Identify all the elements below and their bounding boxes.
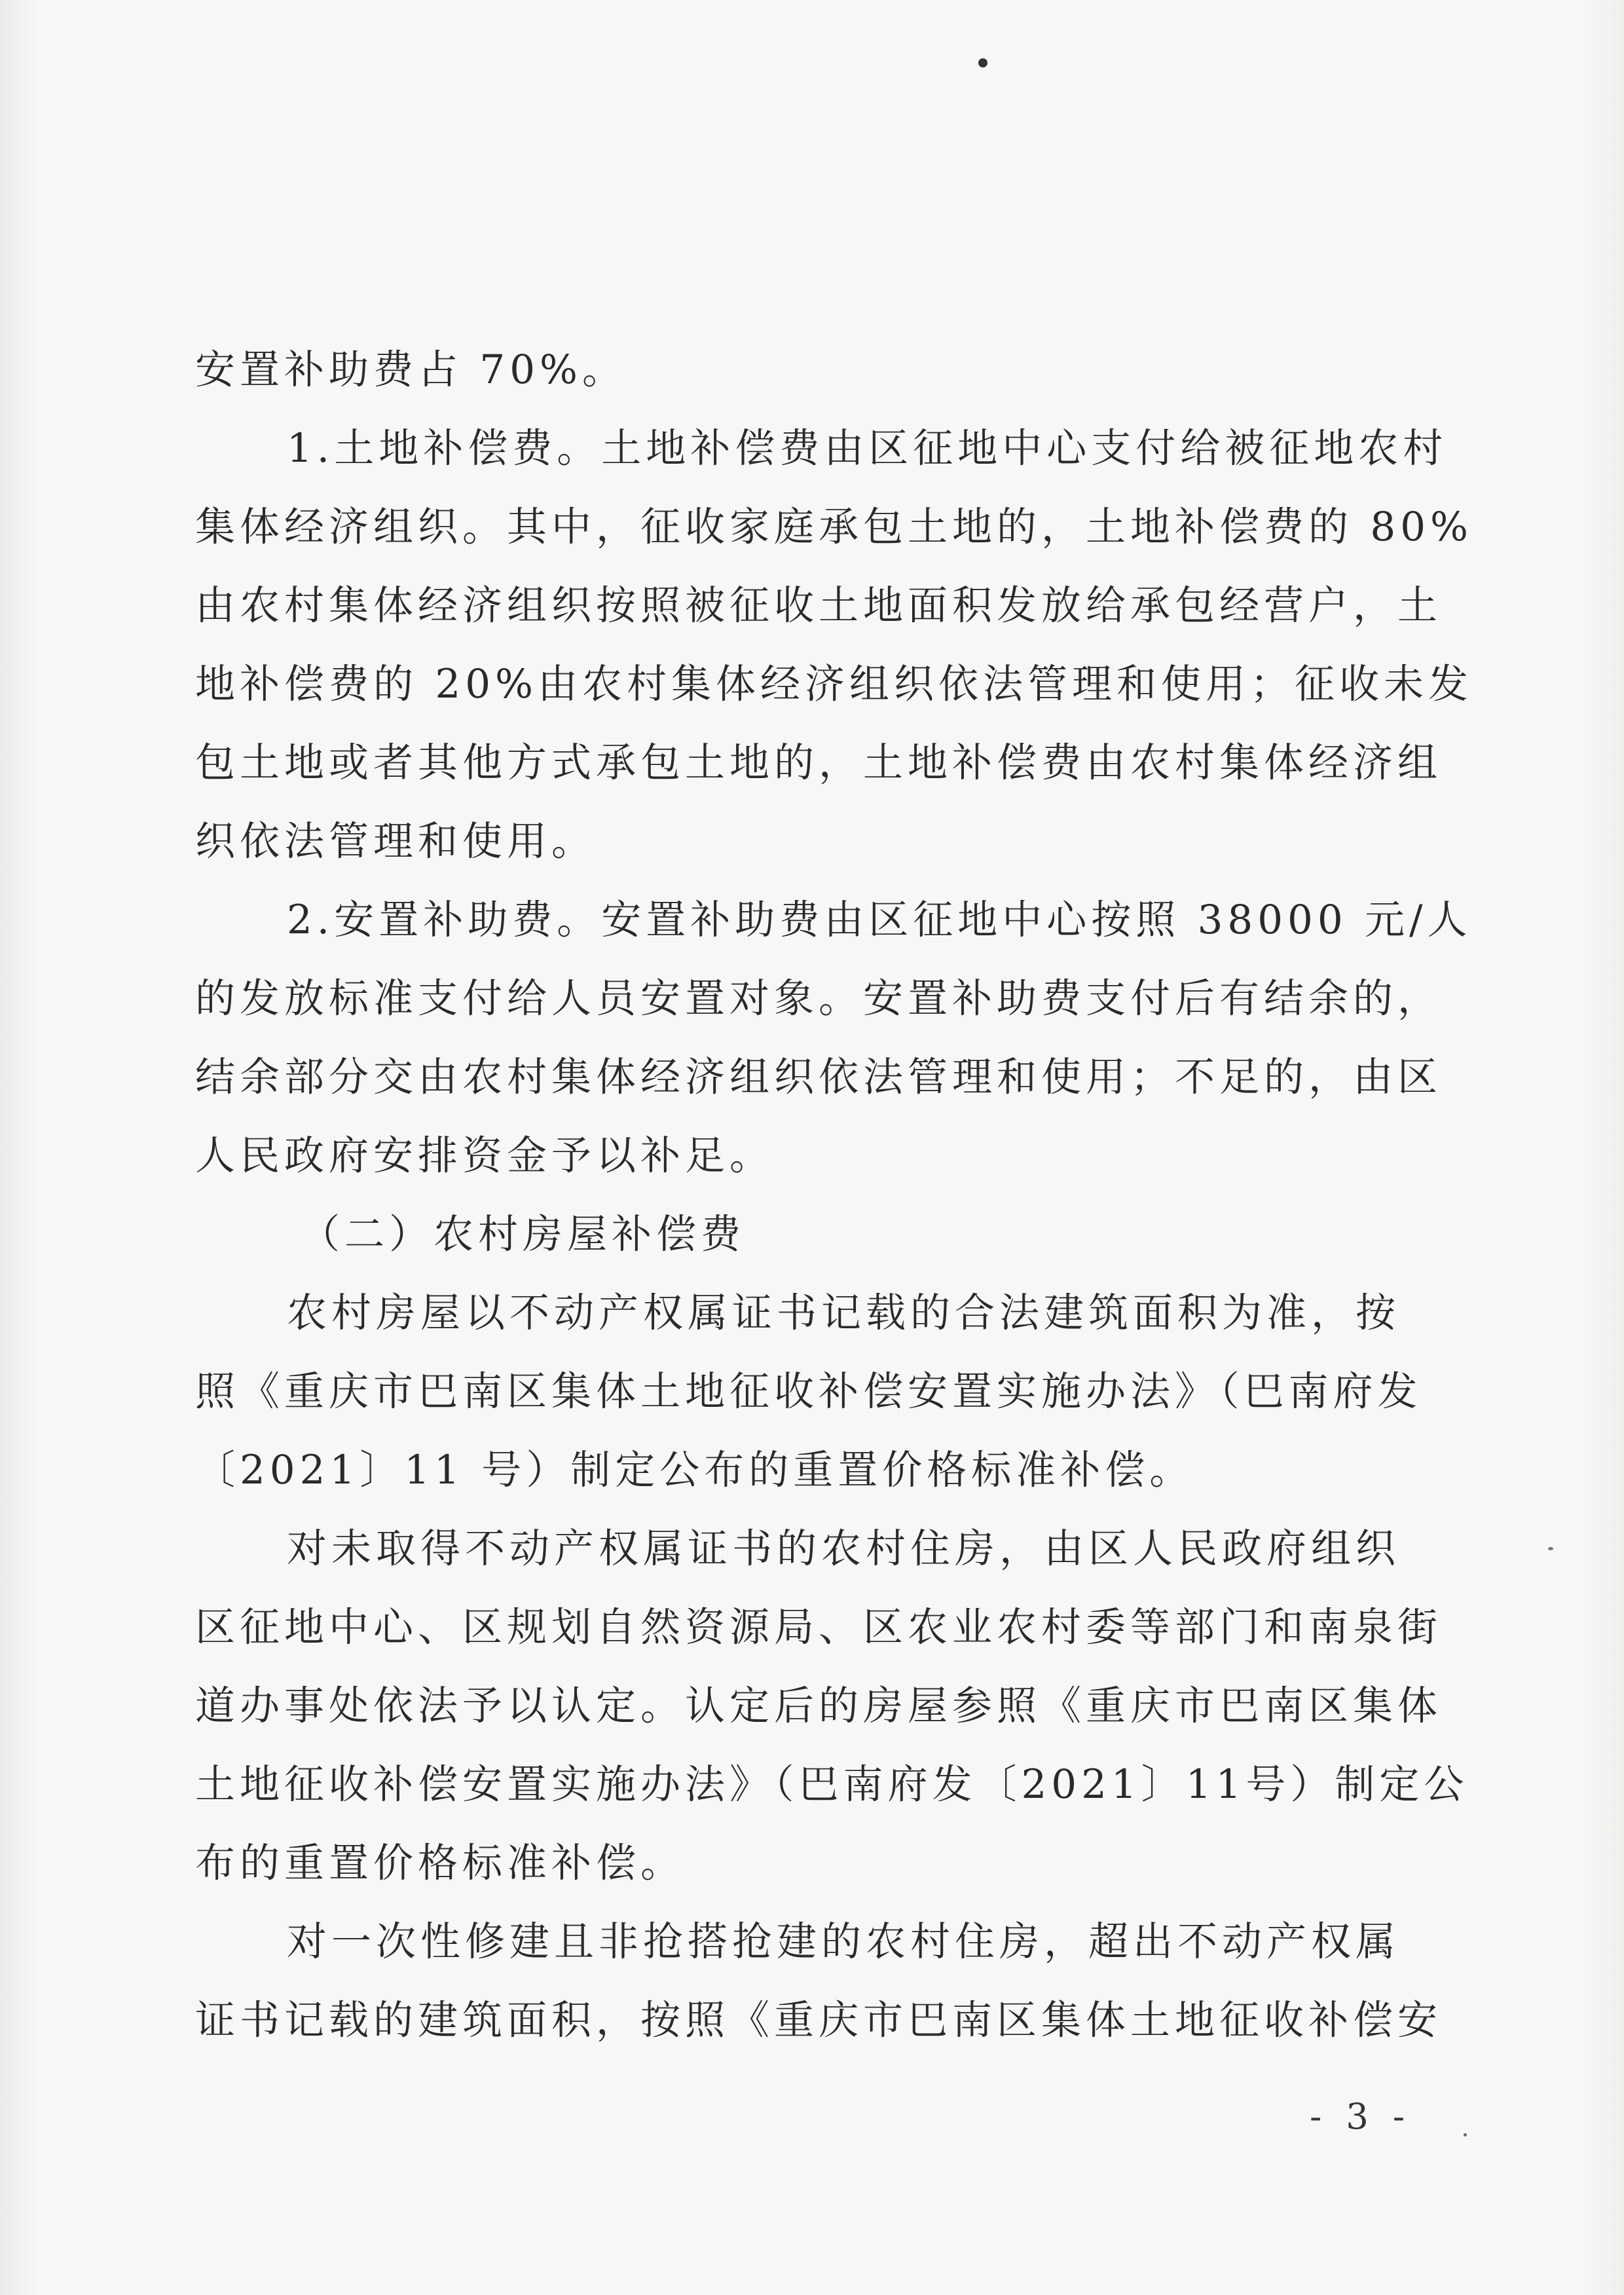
text-line: 布的重置价格标准补偿。 xyxy=(195,1840,686,1886)
text-line: 对一次性修建且非抢搭抢建的农村住房，超出不动产权属 xyxy=(287,1918,1401,1965)
document-body xyxy=(195,331,1473,2060)
text-line: 照《重庆市巴南区集体土地征收补偿安置实施办法》（巴南府发 xyxy=(195,1368,1422,1415)
text-line: 土地征收补偿安置实施办法》（巴南府发〔2021〕11号）制定公 xyxy=(195,1761,1469,1808)
text-line: 集体经济组织。其中，征收家庭承包土地的，土地补偿费的 80% xyxy=(195,504,1473,550)
text-line: 农村房屋以不动产权属证书记载的合法建筑面积为准，按 xyxy=(287,1290,1401,1336)
text-line: 证书记载的建筑面积，按照《重庆市巴南区集体土地征收补偿安 xyxy=(195,1997,1443,2043)
text-line: 对未取得不动产权属证书的农村住房，由区人民政府组织 xyxy=(287,1525,1401,1572)
scan-speck xyxy=(1464,2133,1467,2136)
text-line: 地补偿费的 20%由农村集体经济组织依法管理和使用；征收未发 xyxy=(195,661,1473,707)
scan-speck xyxy=(978,58,987,67)
text-line: 2.安置补助费。安置补助费由区征地中心按照 38000 元/人 xyxy=(287,897,1472,943)
text-line: 结余部分交由农村集体经济组织依法管理和使用；不足的，由区 xyxy=(195,1054,1443,1100)
text-line: 的发放标准支付给人员安置对象。安置补助费支付后有结余的， xyxy=(195,975,1443,1022)
text-line: 道办事处依法予以认定。认定后的房屋参照《重庆市巴南区集体 xyxy=(195,1683,1443,1729)
text-line: 人民政府安排资金予以补足。 xyxy=(195,1132,775,1179)
page-number: - 3 - xyxy=(1310,2096,1412,2137)
text-line: 区征地中心、区规划自然资源局、区农业农村委等部门和南泉街 xyxy=(195,1604,1443,1651)
section-heading: （二）农村房屋补偿费 xyxy=(300,1211,746,1258)
text-line: 安置补助费占 70%。 xyxy=(195,346,627,393)
scan-speck xyxy=(1548,1547,1553,1550)
text-line: 〔2021〕11 号）制定公布的重置价格标准补偿。 xyxy=(195,1447,1194,1493)
text-line: 1.土地补偿费。土地补偿费由区征地中心支付给被征地农村 xyxy=(287,425,1448,472)
text-line: 包土地或者其他方式承包土地的，土地补偿费由农村集体经济组 xyxy=(195,739,1443,786)
text-line: 织依法管理和使用。 xyxy=(195,818,597,865)
text-line: 由农村集体经济组织按照被征收土地面积发放给承包经营户，土 xyxy=(195,582,1443,629)
